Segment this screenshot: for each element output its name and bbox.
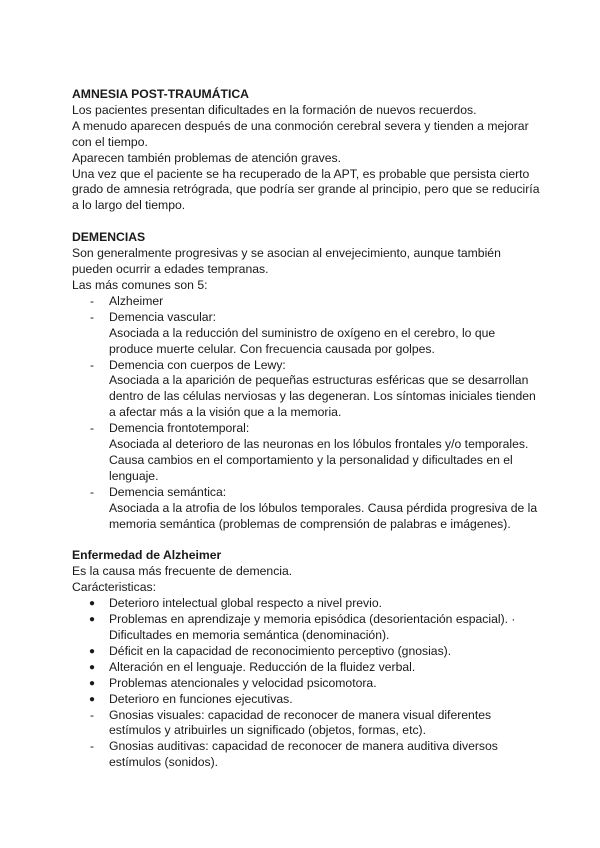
list-item-text: Alteración en el lenguaje. Reducción de la fluidez verbal. <box>109 659 416 674</box>
list-item <box>72 612 542 644</box>
bullet-icon: ● <box>89 693 96 705</box>
paragraph: Es la causa más frecuente de demencia. <box>72 564 293 579</box>
list-item <box>72 485 542 533</box>
spacer <box>72 532 542 548</box>
bullet-icon: ● <box>89 677 96 689</box>
list-item <box>72 644 542 660</box>
list-item-description: Asociada a la atrofia de los lóbulos temporales. Causa pérdida progresiva de la memoria semántica (problemas de comprensión de palabras e imágenes). <box>109 500 538 531</box>
section-title: DEMENCIAS <box>72 230 146 245</box>
bullet-icon: ● <box>89 645 96 657</box>
list-item-text: Problemas atencionales y velocidad psicomotora. <box>109 675 377 690</box>
list-item-label: Demencia vascular: <box>109 309 217 324</box>
list-item-description: Asociada a la aparición de pequeñas estructuras esféricas que se desarrollan dentro de las células nerviosas y las degeneran. Los síntomas iniciales tienden a afectar más a la visión que a la memoria. <box>109 373 536 420</box>
list-item-text: Gnosias auditivas: capacidad de reconocer de manera auditiva diversos estímulos (sonidos). <box>109 739 498 770</box>
dash-marker: - <box>90 309 95 324</box>
dash-marker: - <box>90 421 95 436</box>
list-item <box>72 294 542 310</box>
list-item <box>72 421 542 485</box>
section-title: Enfermedad de Alzheimer <box>72 548 222 563</box>
list-item <box>72 596 542 612</box>
list-item-text: Deterioro intelectual global respecto a nivel previo. <box>109 596 383 611</box>
spacer <box>72 214 542 230</box>
dash-marker: - <box>90 739 95 754</box>
list-item-description: Asociada al deterioro de las neuronas en los lóbulos frontales y/o temporales. Causa cambios en el comportamiento y la personalidad y dificultades en el lenguaje. <box>109 437 529 483</box>
section-amnesia <box>72 87 542 214</box>
paragraph: Los pacientes presentan dificultades en la formación de nuevos recuerdos. <box>72 102 477 117</box>
paragraph: A menudo aparecen después de una conmoción cerebral severa y tienden a mejorar con el tiempo. <box>72 118 529 149</box>
list-item <box>72 739 542 771</box>
list-item-text: Gnosias visuales: capacidad de reconocer de manera visual diferentes estímulos y atribuirles un significado (objetos, formas, etc). <box>109 707 492 738</box>
list-item-text: Problemas en aprendizaje y memoria episódica (desorientación espacial). · Dificultades en memoria semántica (denominación). <box>109 612 516 642</box>
list-item <box>72 358 542 422</box>
paragraph: Las más comunes son 5: <box>72 277 208 292</box>
section-alzheimer <box>72 548 542 771</box>
paragraph: Aparecen también problemas de atención graves. <box>72 150 341 165</box>
paragraph: Una vez que el paciente se ha recuperado de la APT, es probable que persista cierto grado de amnesia retrógrada, que podría ser grande al principio, pero que se reduciría a lo largo del tiempo. <box>72 166 540 213</box>
dementia-types-list <box>72 294 542 533</box>
document-page <box>72 87 542 771</box>
list-item <box>72 708 542 740</box>
bullet-icon: ● <box>89 661 96 673</box>
list-item-text: Déficit en la capacidad de reconocimiento perceptivo (gnosias). <box>109 643 452 658</box>
dash-marker: - <box>90 357 95 372</box>
list-item-label: Alzheimer <box>109 293 164 308</box>
list-item-description: Asociada a la reducción del suministro de oxígeno en el cerebro, lo que produce muerte celular. Con frecuencia causada por golpes. <box>109 325 496 356</box>
section-title: AMNESIA POST-TRAUMÁTICA <box>72 87 249 101</box>
list-item <box>72 676 542 692</box>
dash-marker: - <box>90 484 95 499</box>
list-item <box>72 310 542 358</box>
list-item <box>72 692 542 708</box>
paragraph: Son generalmente progresivas y se asocian al envejecimiento, aunque también pueden ocurrir a edades tempranas. <box>72 246 501 277</box>
bullet-icon: ● <box>89 614 96 626</box>
dash-marker: - <box>90 707 95 722</box>
list-item-label: Demencia con cuerpos de Lewy: <box>109 357 286 372</box>
list-item-label: Demencia semántica: <box>109 484 227 499</box>
characteristics-list <box>72 596 542 707</box>
dash-marker: - <box>90 293 95 308</box>
paragraph: Carácteristicas: <box>72 580 156 595</box>
section-demencias <box>72 230 542 532</box>
gnosias-list <box>72 708 542 772</box>
bullet-icon: ● <box>89 598 96 610</box>
list-item-label: Demencia frontotemporal: <box>109 421 250 436</box>
list-item <box>72 660 542 676</box>
list-item-text: Deterioro en funciones ejecutivas. <box>109 691 293 706</box>
